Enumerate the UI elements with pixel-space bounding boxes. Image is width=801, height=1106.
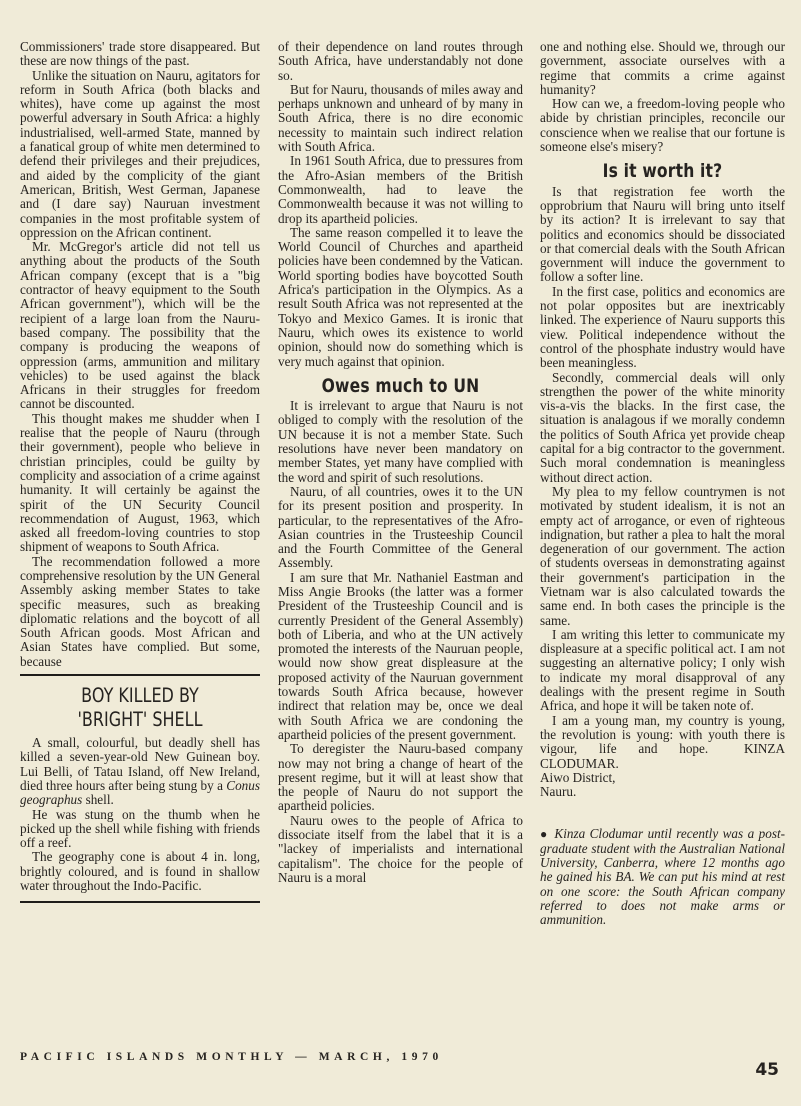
signature-country: Nauru. [540,784,577,800]
box-bottom-rule [20,901,260,903]
paragraph [20,736,260,807]
column-right [540,40,785,928]
paragraph: How can we, a freedom-loving people who abide by christian principles, reconcile our conscience when we realise that our fortune is someone else's misery? [540,96,785,155]
paragraph: To deregister the Nauru-based company now may not bring a change of heart of the present regime, but it will at least show that the people of Nauru do not support the apartheid policies. [278,741,523,814]
paragraph: Is that registration fee worth the opprobrium that Nauru will bring unto itself by its action? It is irrelevant to say that politics and economics should be dissociated or that comercial deals with the South African government will induce the government to follow a softer line. [540,183,785,285]
paragraph: of their dependence on land routes through South Africa, have understandably not done so. [278,39,523,83]
paragraph: It is irrelevant to argue that Nauru is not obliged to comply with the resolution of the UN because it is not a member State. Such resolutions have never been mandatory on member States, yet many have complied with the word and spirit of such resolutions. [278,398,523,485]
paragraph: The same reason compelled it to leave the World Council of Churches and apartheid policies have been condemned by the Vatican. World sporting bodies have boycotted South Africa's participation in the Olympics. As a result South Africa was not represented at the Tokyo and Mexico Games. It is ironic that Nauru, which owes its existence to world opinion, should now do something which is very much against that opinion. [278,224,523,369]
paragraph: This thought makes me shudder when I realise that the people of Nauru (through their government), people who believe in christian principles, could be guilty by complicity and association of a crime against humanity. It will certainly be against the spirit of the UN Security Council recommendation of August, 1963, which asked all freedom-loving countries to stop shipment of weapons to South Africa. [20,410,260,555]
paragraph: Mr. McGregor's article did not tell us anything about the products of the South African company (except that is a "big contractor of heavy equipment to the South African government"), which will be the recipient of a large loan from the Nauru-based company. The possibility that the company is producing the weapons of oppression (arms, ammunition and military vehicles) to be used against the black Africans in their struggles for freedom cannot be discounted. [20,239,260,412]
paragraph: In 1961 South Africa, due to pressures from the Afro-Asian members of the British Commonwealth, had to leave the Commonwealth because it was not willing to drop its apartheid policies. [278,153,523,226]
paragraph: Commissioners' trade store disappeared. But these are now things of the past. [20,39,260,69]
paragraph: Unlike the situation on Nauru, agitators for reform in South Africa (both blacks and whites), have come up against the most powerful adversary in South Africa: a highly industrialised, well-armed State, manned by a fanatical group of white men determined to defend their privileges and their prejudices, and aided by the complicity of the giant American, British, West German, Japanese and (I dare say) Nauruan investment companies in the most profitable system of oppression on the African continent. [20,67,260,240]
page-number: 45 [755,1060,779,1080]
paragraph: I am writing this letter to communicate my displeasure at a specific political act. I am not suggesting an alternative policy; I only wish to indicate my moral disapproval of any dealings with the present regime in South Africa, and hope it will be taken note of. [540,626,785,714]
paragraph: Nauru owes to the people of Africa to dissociate itself from the label that it is a "lackey of imperialists and international capitalism". The choice for the people of Nauru is a moral [278,812,523,885]
signature-name: KINZA CLODUMAR. [540,741,786,771]
paragraph: I am sure that Mr. Nathaniel Eastman and Miss Angie Brooks (the latter was a former President of the Trusteeship Council and is currently President of the General Assembly) both of Liberia, and who at the UN actively promoted the interests of the Nauruan people, would now show great displeasure at the proposed activity of the Nauruan government towards South Africa because, however indirect that relation may be, once we deal with South Africa we are condoning the apartheid policies of the present government. [278,569,523,742]
text-run: shell. [82,792,114,808]
paragraph: Nauru, of all countries, owes it to the UN for its present position and prosperity. In particular, to the representatives of the Afro-Asian countries in the Trusteeship Council and the Fourth Committee of the General Assembly. [278,483,523,571]
column-left [20,40,260,903]
bullet-icon: ● [540,827,549,842]
section-heading: Is it worth it? [602,160,723,183]
paragraph: In the first case, politics and economics are not polar opposites but are inextricably linked. The experience of Nauru supports this view. Political independence without the control of the phosphate industry would have been meaningless. [540,283,785,371]
text-run: A small, colourful, but deadly shell has killed a seven-year-old New Guinean boy. Lui Belli, of Tatau Island, off New Ireland, died three hours after being stung by a [20,735,260,793]
paragraph: one and nothing else. Should we, through our government, associate ourselves with a regime that commits a crime against humanity? [540,39,785,97]
paragraph: The geography cone is about 4 in. long, brightly coloured, and is found in shallow water throughout the Indo-Pacific. [20,849,260,894]
column-middle [278,40,523,885]
box-top-rule [20,674,260,676]
box-headline-line-1: BOY KILLED BY [81,684,199,708]
paragraph: My plea to my fellow countrymen is not motivated by student idealism, it is not an empty act of arrogance, or even of righteous indignation, but rather a plea to halt the moral degeneration of our government. The action of students overseas in demonstrating against their government's participation in the Vietnam war is also calculated towards the same end. In both cases the principle is the same. [540,483,785,628]
paragraph: He was stung on the thumb when he picked up the shell while fishing with friends off a reef. [20,806,260,851]
paragraph: The recommendation followed a more comprehensive resolution by the UN General Assembly asking member States to take specific measures, such as breaking diplomatic relations and the boycott of all South African goods. Most African and Asian States have complied. But some, because [20,553,260,669]
signature-address: Aiwo District, [540,769,616,785]
section-heading: Owes much to UN [321,374,480,397]
editor-note [540,827,785,927]
paragraph: Secondly, commercial deals will only strengthen the power of the white minority vis-a-vis the blacks. In the first case, the situation is analagous if we morally condemn the politics of South Africa yet provide cheap capital for a big contractor to the government. Such moral condemnation is meaningless without direct action. [540,369,785,485]
boxed-news-item [20,684,260,893]
running-footer: PACIFIC ISLANDS MONTHLY — MARCH, 1970 [20,1051,443,1063]
paragraph [540,714,785,771]
text-run: I am a young man, my country is young, the revolution is young: with youth there is vigour, life and hope. [540,712,785,757]
paragraph: But for Nauru, thousands of miles away and perhaps unknown and unheard of by many in South Africa, there is no dire economic necessity to maintain such indirect relation with South Africa. [278,81,523,155]
editor-note-text: Kinza Clodumar until recently was a post-graduate student with the Australian National University, Canberra, where 12 months ago he gained his BA. We can put his mind at rest on one score: the South African company referred to does not make arms or ammunition. [540,826,786,928]
box-headline [42,684,239,732]
species-name: Conus geographus [20,777,260,808]
box-headline-line-2: 'BRIGHT' SHELL [77,708,203,732]
